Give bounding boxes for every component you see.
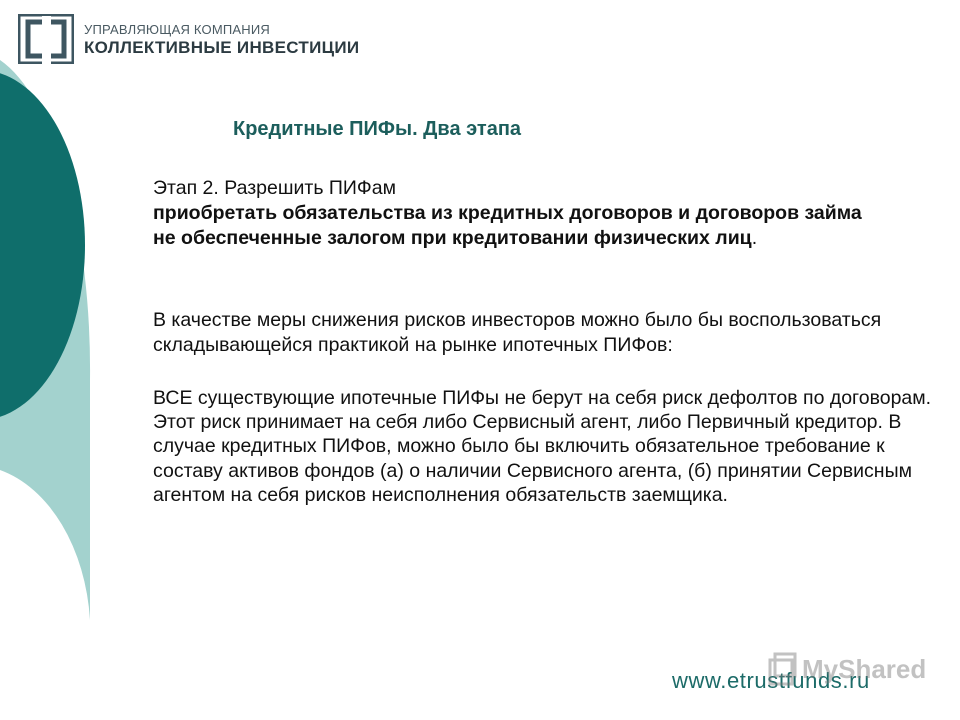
logo-line-1: УПРАВЛЯЮЩАЯ КОМПАНИЯ: [84, 22, 271, 37]
company-logo: [18, 14, 359, 64]
watermark-text: MyShared: [802, 653, 927, 684]
stage-2-block: [153, 176, 873, 251]
stage-bold-text: приобретать обязательства из кредитных договоров и договоров займа не обеспеченные залогом при кредитовании физических лиц.: [153, 202, 862, 249]
logo-line-2: КОЛЛЕКТИВНЫЕ ИНВЕСТИЦИИ: [84, 38, 360, 57]
watermark: [768, 652, 926, 686]
slide-title: Кредитные ПИФы. Два этапа: [233, 118, 522, 140]
website-link[interactable]: www.etrustfunds.ru: [672, 668, 870, 693]
stage-lead: Этап 2. Разрешить ПИФам: [153, 177, 396, 199]
watermark-icon: [768, 652, 798, 686]
logo-mark-icon: [18, 14, 74, 64]
paragraph-mortgage-funds: ВСЕ существующие ипотечные ПИФы не берут на себя риск дефолтов по договорам. Этот риск принимает на себя либо Сервисный агент, либо Первичный кредитор. В случае кредитных ПИФов, можно было бы включить обязательное требование к составу активов фондов (а) о наличии Сервисного агента, (б) принятии Сервисным агентом на себя рисков неисполнения обязательств заемщика.: [153, 387, 932, 506]
paragraph-risk-measures: В качестве меры снижения рисков инвесторов можно было бы воспользоваться складывающейся практикой на рынке ипотечных ПИФов:: [153, 309, 882, 356]
